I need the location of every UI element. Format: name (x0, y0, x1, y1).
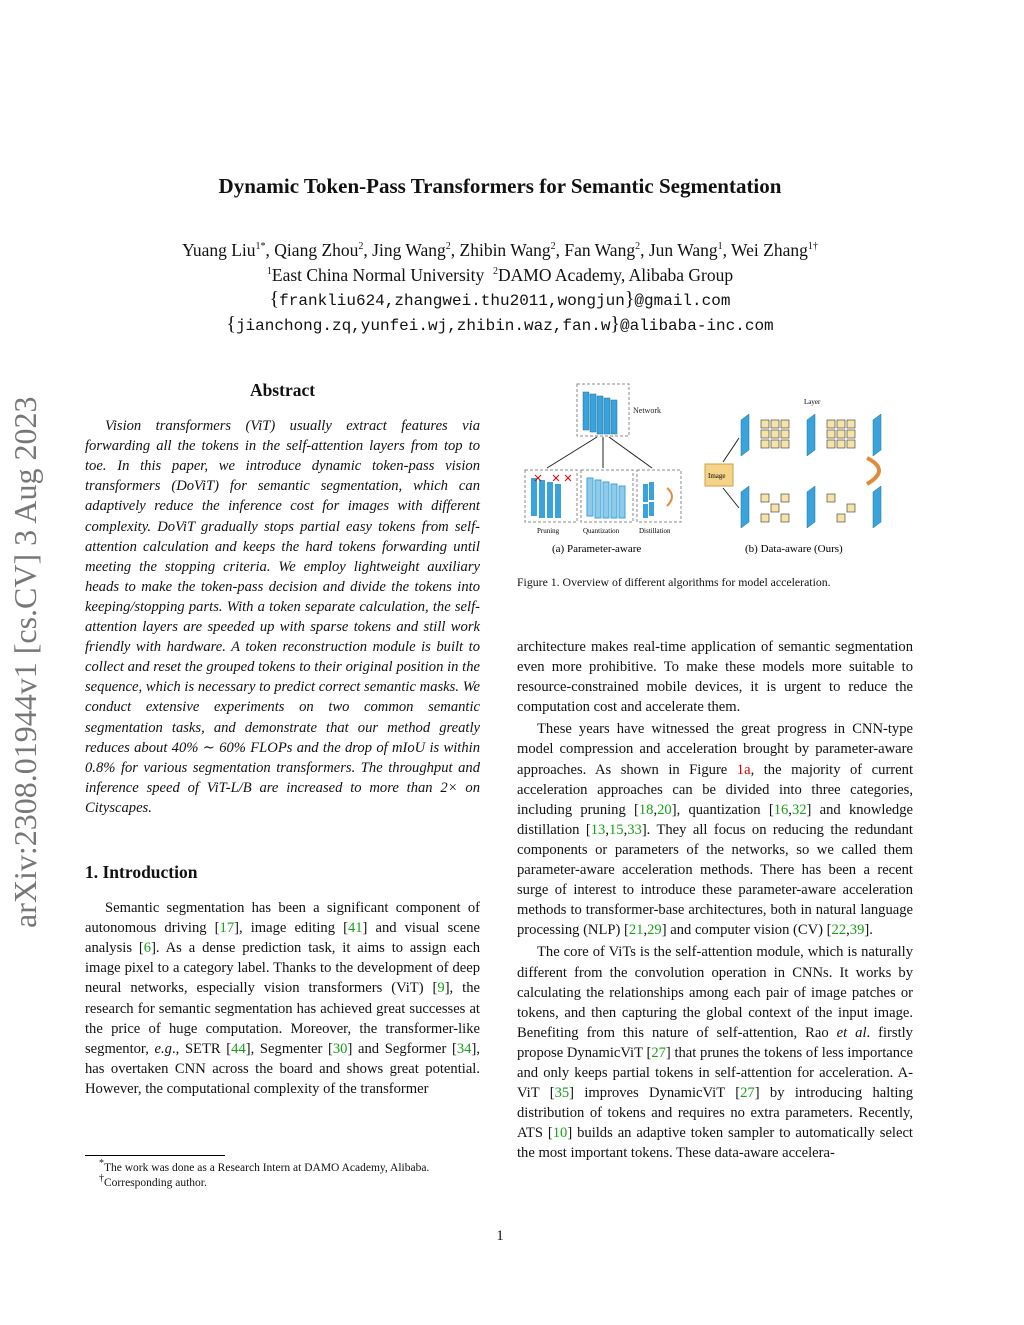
pruning-label: Pruning (537, 527, 560, 535)
author-name: Qiang Zhou (274, 240, 359, 260)
email-1-users: frankliu624,zhangwei.thu2011,wongjun (279, 292, 625, 310)
distillation-block (637, 470, 681, 535)
footnote-1: The work was done as a Research Intern at DAMO Academy, Alibaba. (104, 1162, 430, 1174)
left-column (85, 380, 480, 1099)
image-label: Image (708, 472, 726, 480)
arrows-a (547, 437, 652, 468)
author-list: Yuang Liu$^{1*}$, Qiang Zhou$^2$, Jing Wang$^2$, Zhibin Wang$^2$, Fan Wang$^2$, Jun Wang$^1$, Wei Zhang$^{1\dagger}$ (182, 240, 818, 260)
author-affil-sup: 2 (358, 241, 364, 253)
footnote-2: Corresponding author. (104, 1177, 207, 1189)
quantization-block (581, 470, 633, 535)
email-line-2: {jianchong.zq,yunfei.wj,zhibin.waz,fan.w}@alibaba-inc.com (226, 313, 774, 335)
intro-paragraph-1: Semantic segmentation has been a significant component of autonomous driving [17], image editing [41] and visual scene analysis [6]. As a dense prediction task, it aims to assign each image pixel to a category label. Thanks to the development of deep neural networks, especially vision transformers (ViT) [9], the research for semantic segmentation has achieved great successes at the price of huge computation. Moreover, the transformer-like segmentor, e.g., SETR [44], Segmenter [30] and Segformer [34], has overtaken CNN across the board and shows great potential. However, the computational complexity of the transformer (85, 900, 481, 1097)
quantization-label: Quantization (583, 527, 620, 535)
author-affil-sup: 2 (635, 241, 641, 253)
author-name: Jun Wang (648, 240, 718, 260)
affil-1-sup: 1 (266, 266, 272, 278)
author-name: Zhibin Wang (459, 240, 551, 260)
figure-1 (517, 380, 917, 560)
curve-arrow (867, 458, 879, 484)
author-name: Fan Wang (564, 240, 636, 260)
network-label: Network (633, 406, 661, 415)
arxiv-identifier: arXiv:2308.01944v1 [cs.CV] 3 Aug 2023 (7, 396, 43, 928)
right-column (517, 637, 913, 1163)
affil-1: East China Normal University (271, 265, 485, 285)
page-number: 1 (496, 1228, 504, 1244)
figure-caption: Figure 1. Overview of different algorithms for model acceleration. (517, 575, 831, 589)
author-affil-sup: 2 (550, 241, 556, 253)
abstract-text: Vision transformers (ViT) usually extract features via forwarding all the tokens in the self-attention layers from top to toe. In this paper, we introduce dynamic token-pass vision transformers (DoViT) for semantic segmentation, which can adaptively reduce the inference cost for images with different complexity. DoViT gradually stops partial easy tokens from self-attention calculation and keeps the hard tokens forwarding until meeting the stopping criteria. We employ lightweight auxiliary heads to make the token-pass decision and divide the tokens into keeping/stopping parts. With a token separate calculation, the self-attention layers are speeded up with sparse tokens and still work friendly with hardware. A token reconstruction module is built to collect and reset the grouped tokens to their original position in the sequence, which is necessary to predict correct semantic masks. We conduct extensive experiments on two common semantic segmentation tasks, and demonstrate that our method greatly reduces about 40% ∼ 60% FLOPs and the drop of mIoU is within 0.8% for various segmentation transformers. The throughput and inference speed of ViT-L/B are increased to more than 2× on Cityscapes. (85, 418, 480, 816)
footnote-1-mark: * (99, 1158, 104, 1170)
distillation-label: Distillation (639, 527, 671, 535)
author-name: Wei Zhang (731, 240, 808, 260)
intro-heading: 1. Introduction (85, 861, 198, 882)
author-affil-sup: 1† (807, 241, 818, 253)
author-affil-sup: 1 (717, 241, 723, 253)
abstract-heading: Abstract (249, 380, 316, 400)
author-affil-sup: 1* (255, 241, 266, 253)
author-affil-sup: 2 (445, 241, 451, 253)
email-2-domain: @alibaba-inc.com (620, 317, 774, 335)
email-1-domain: @gmail.com (634, 292, 731, 310)
author-name: Jing Wang (372, 240, 446, 260)
intro-paragraph-2: These years have witnessed the great progress in CNN-type model compression and acceleration brought by parameter-aware approaches. As shown in Figure 1a, the majority of current acceleration approaches can be divided into three categories, including pruning [18,20], quantization [16,32] and knowledge distillation [13,15,33]. They all focus on reducing the redundant components or parameters of the networks, so we called them parameter-aware acceleration methods. There has been a recent surge of interest to introduce these parameter-aware acceleration methods to transformer-base architectures, both in natural language processing (NLP) [21,29] and computer vision (CV) [22,39]. (517, 721, 913, 939)
email-line-1: {frankliu624,zhangwei.thu2011,wongjun}@gmail.com (269, 288, 731, 310)
network-block (577, 384, 661, 436)
affiliations (0, 265, 1000, 286)
author-name: Yuang Liu (182, 240, 256, 260)
affil-2: DAMO Academy, Alibaba Group (498, 265, 734, 285)
paper-title: Dynamic Token-Pass Transformers for Semantic Segmentation (218, 174, 782, 198)
subcaption-b: (b) Data-aware (Ours) (745, 543, 843, 555)
footnote-2-mark: † (99, 1173, 104, 1185)
pruning-block (525, 470, 577, 535)
intro-paragraph-3: The core of ViTs is the self-attention module, which is naturally different from the convolution operation in CNNs. It works by calculating the relationships among each pair of image patches or tokens, and then capturing the global context of the input image. Benefiting from this nature of self-attention, Rao et al. firstly propose DynamicViT [27] that prunes the tokens of less importance and only keeps partial tokens in self-attention for acceleration. A-ViT [35] improves DynamicViT [27] by introducing halting distribution of tokens and requires no extra parameters. Recently, ATS [10] builds an adaptive token sampler to automatically select the most important tokens. These data-aware accelera- (517, 944, 913, 1162)
footnote-rule (85, 1155, 225, 1156)
intro-paragraph-1-cont: architecture makes real-time application of semantic segmentation even more prohibitive. To make these models more suitable to resource-constrained mobile devices, it is urgent to reduce the computation cost and accelerate them. (517, 639, 913, 716)
subcaption-a: (a) Parameter-aware (552, 543, 642, 555)
footnotes (85, 1158, 485, 1191)
email-2-users: jianchong.zq,yunfei.wj,zhibin.waz,fan.w (235, 317, 611, 335)
affil-2-sup: 2 (493, 266, 499, 278)
layer-label: Layer (804, 398, 821, 406)
